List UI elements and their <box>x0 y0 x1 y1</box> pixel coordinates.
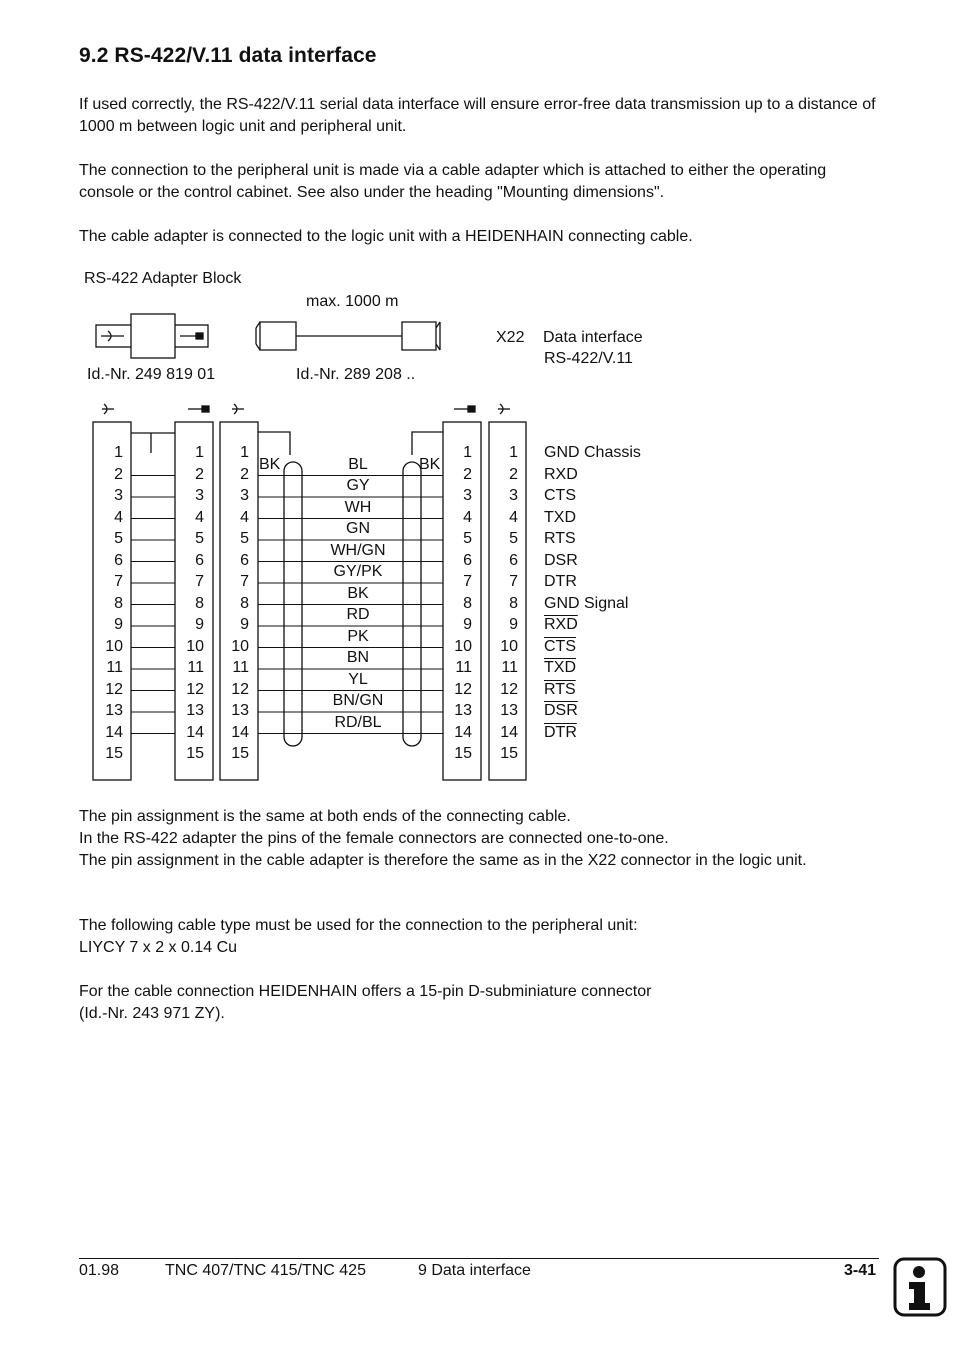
pin-number: 12 <box>105 680 123 698</box>
pin-number: 13 <box>231 702 249 719</box>
wire-color-label: BK <box>347 584 369 602</box>
footer-chapter: 9 Data interface <box>418 1262 531 1279</box>
outro-line-7: (Id.-Nr. 243 971 ZY). <box>79 1005 225 1022</box>
pin-number: 2 <box>240 465 249 483</box>
signal-name: $\overline{CTS}$ <box>544 637 576 655</box>
wire-color-label: GY/PK <box>333 563 383 580</box>
pin-number: 4 <box>195 508 204 526</box>
pin-number: 9 <box>114 616 123 633</box>
pin-number: 3 <box>463 487 472 504</box>
pin-number: 15 <box>186 745 204 762</box>
x22-description: Data interface <box>543 329 643 346</box>
pin-number: 10 <box>500 637 518 655</box>
signal-name: $\overline{RTS}$ <box>544 680 576 698</box>
footer-model: TNC 407/TNC 415/TNC 425 <box>165 1262 366 1279</box>
outro-line-3: The pin assignment in the cable adapter is therefore the same as in the X22 connector in the logic unit. <box>79 852 807 869</box>
pin-number: 2 <box>114 465 123 483</box>
outro-line-5: LIYCY 7 x 2 x 0.14 Cu <box>79 939 238 956</box>
signal-name: DTR <box>544 573 577 590</box>
male-symbol-1 <box>188 406 209 412</box>
footer-page-number: 3-41 <box>844 1262 877 1279</box>
pin-number: 2 <box>509 465 518 483</box>
pin-number: 12 <box>500 680 518 698</box>
pin-number: 9 <box>509 616 518 633</box>
outro-line-2: In the RS-422 adapter the pins of the female connectors are connected one-to-one. <box>79 830 669 847</box>
signal-name: DSR <box>544 551 578 569</box>
pin-number: 15 <box>454 745 472 762</box>
pin-number: 12 <box>454 680 472 698</box>
pin-number: 13 <box>105 702 123 719</box>
pin-number: 8 <box>195 594 204 612</box>
pin-number: 6 <box>463 551 472 569</box>
signal-name: TXD <box>544 508 576 526</box>
x22-standard: RS-422/V.11 <box>544 350 633 367</box>
outro-line-1: The pin assignment is the same at both ends of the connecting cable. <box>79 808 571 825</box>
wire-color-label: YL <box>348 670 368 688</box>
pin-number: 9 <box>195 616 204 633</box>
pin-number: 9 <box>240 616 249 633</box>
pin-number: 4 <box>463 508 472 526</box>
pin-number: 14 <box>105 723 123 741</box>
cable-length-label: max. 1000 m <box>306 293 399 310</box>
signal-name: GND Chassis <box>544 444 641 461</box>
pin-number: 14 <box>500 723 518 741</box>
pin-number: 2 <box>463 465 472 483</box>
pin-number: 10 <box>454 637 472 655</box>
wire-color-label: BN <box>346 649 370 666</box>
signal-name: $\overline{DTR}$ <box>544 723 577 741</box>
female-symbol-1 <box>102 404 114 414</box>
info-i-icon <box>893 1257 947 1317</box>
pin-number: 1 <box>463 444 472 461</box>
pin-number: 15 <box>500 745 518 762</box>
pin-number: 4 <box>509 508 518 526</box>
outro-line-6: For the cable connection HEIDENHAIN offers a 15-pin D-subminiature connector <box>79 983 652 1000</box>
pin-number: 4 <box>240 508 249 526</box>
pin-number: 8 <box>463 594 472 612</box>
pin-number: 7 <box>463 573 472 590</box>
cable-id-label: Id.-Nr. 289 208 .. <box>296 366 416 383</box>
pin-number: 15 <box>105 745 123 762</box>
pin-number: 1 <box>509 444 518 461</box>
footer-date: 01.98 <box>79 1262 120 1279</box>
pin-number: 1 <box>195 444 204 461</box>
signal-name: RTS <box>544 530 576 547</box>
outro-line-4: The following cable type must be used for the connection to the peripheral unit: <box>79 917 638 934</box>
pin-number: 3 <box>195 487 204 504</box>
signal-name: $\overline{TXD}$ <box>544 659 576 676</box>
pin-number: 12 <box>186 680 204 698</box>
pin-number: 5 <box>195 530 204 547</box>
wire-color-label: GY <box>346 477 370 494</box>
adapter-block-label: RS-422 Adapter Block <box>84 270 242 287</box>
pin-number: 3 <box>509 487 518 504</box>
x22-label: X22 <box>496 329 525 346</box>
wire-color-label: PK <box>347 627 369 645</box>
wire-color-label: WH <box>344 498 372 516</box>
pin-number: 11 <box>232 659 249 676</box>
pin-number: 6 <box>195 551 204 569</box>
pin-number: 2 <box>195 465 204 483</box>
signal-name: RXD <box>544 465 578 483</box>
pin-number: 13 <box>500 702 518 719</box>
pin-number: 12 <box>231 680 249 698</box>
pin-number: 5 <box>463 530 472 547</box>
pin-number: 11 <box>501 659 518 676</box>
wire-color-label: RD/BL <box>334 713 382 731</box>
pin-number: 7 <box>114 573 123 590</box>
pin-number: 5 <box>240 530 249 547</box>
signal-name: $\overline{RXD}$ <box>544 616 578 633</box>
wire-color-label: RD <box>346 606 370 623</box>
section-heading: 9.2 RS-422/V.11 data interface <box>79 44 377 67</box>
pin-number: 10 <box>231 637 249 655</box>
male-symbol-2 <box>454 406 475 412</box>
signal-name: GND Signal <box>544 594 629 612</box>
pin-number: 8 <box>240 594 249 612</box>
cable-plug-right <box>402 322 436 350</box>
pin-number: 10 <box>105 637 123 655</box>
pin-number: 13 <box>186 702 204 719</box>
pin-number: 14 <box>231 723 249 741</box>
adapter-block-center <box>131 314 175 358</box>
wire-color-label: BL <box>348 455 368 473</box>
wire-color-label: BN/GN <box>332 692 384 709</box>
pin-number: 6 <box>509 551 518 569</box>
pin-number: 9 <box>463 616 472 633</box>
intro-paragraph-3: The cable adapter is connected to the logic unit with a HEIDENHAIN connecting cable. <box>79 228 693 245</box>
pin-number: 4 <box>114 508 123 526</box>
intro-paragraph-2: The connection to the peripheral unit is made via a cable adapter which is attached to either the operating console or the control cabinet. See also under the heading "Mounting dimensions". <box>79 162 827 201</box>
adapter-id-label: Id.-Nr. 249 819 01 <box>87 366 216 383</box>
female-symbol-2 <box>232 404 244 414</box>
female-symbol-3 <box>498 404 510 414</box>
pin-number: 11 <box>455 659 472 676</box>
pin-number: 7 <box>195 573 204 590</box>
shield-label-left: BK <box>259 456 281 473</box>
pin-number: 8 <box>114 594 123 612</box>
signal-name: CTS <box>544 487 576 504</box>
pin-number: 14 <box>454 723 472 741</box>
pin-number: 6 <box>240 551 249 569</box>
pin-number: 8 <box>509 594 518 612</box>
pin-number: 5 <box>114 530 123 547</box>
pin-number: 5 <box>509 530 518 547</box>
pin-number: 6 <box>114 551 123 569</box>
pin-number: 13 <box>454 702 472 719</box>
pin-number: 15 <box>231 745 249 762</box>
pin-number: 7 <box>509 573 518 590</box>
wire-color-label: WH/GN <box>330 541 386 559</box>
wire-color-label: GN <box>346 520 370 537</box>
pin-number: 7 <box>240 573 249 590</box>
pin-number: 11 <box>106 659 123 676</box>
pin-number: 3 <box>240 487 249 504</box>
cable-plug-left <box>260 322 296 350</box>
pin-number: 3 <box>114 487 123 504</box>
pin-number: 1 <box>114 444 123 461</box>
intro-paragraph-1: If used correctly, the RS-422/V.11 serial data interface will ensure error-free data transmission up to a distance of 1000 m between logic unit and peripheral unit. <box>79 96 876 135</box>
pin-number: 1 <box>240 444 249 461</box>
signal-name: $\overline{DSR}$ <box>544 702 578 719</box>
pin-number: 14 <box>186 723 204 741</box>
shield-label-right: BK <box>419 456 441 473</box>
pin-number: 10 <box>186 637 204 655</box>
footer-rule <box>79 1258 879 1259</box>
pin-number: 11 <box>187 659 204 676</box>
